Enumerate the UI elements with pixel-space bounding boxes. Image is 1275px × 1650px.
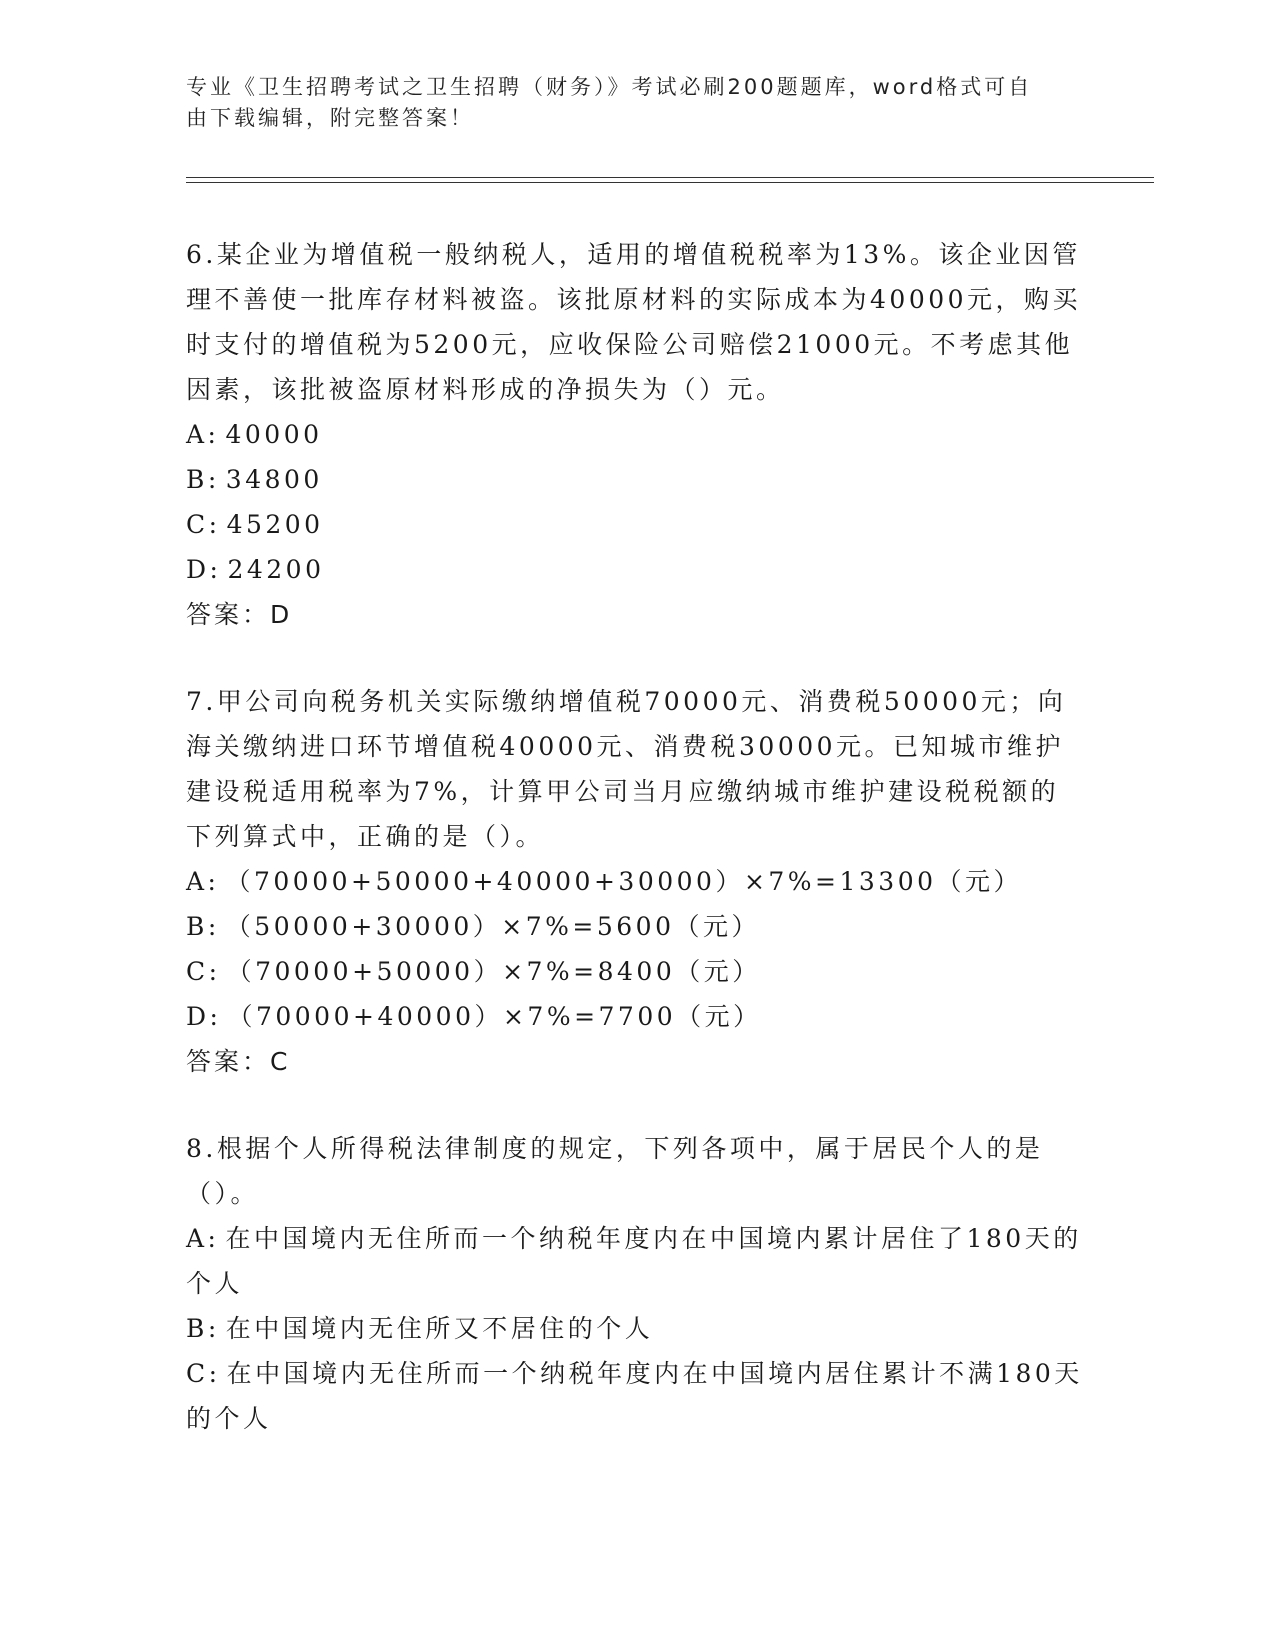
option-label: C:: [186, 1359, 221, 1388]
document-header: [186, 72, 1066, 134]
option-text: 在中国境内无住所而一个纳税年度内在中国境内居住累计不满180天的个人: [186, 1359, 1083, 1433]
option-text: 24200: [227, 555, 325, 584]
option-b: [186, 904, 1086, 949]
option-d: [186, 994, 1086, 1039]
option-a: [186, 1216, 1086, 1306]
option-label: D:: [186, 1002, 222, 1031]
option-text: （70000+50000+40000+30000）×7%=13300（元）: [225, 867, 1023, 896]
question-8: [186, 1126, 1086, 1441]
option-label: B:: [186, 912, 220, 941]
option-text: 34800: [225, 465, 323, 494]
header-line-2: 由下载编辑，附完整答案！: [186, 106, 474, 130]
option-label: C:: [186, 510, 221, 539]
option-c: [186, 1351, 1086, 1441]
option-text: 在中国境内无住所而一个纳税年度内在中国境内累计居住了180天的个人: [186, 1224, 1082, 1298]
option-label: B:: [186, 1314, 220, 1343]
option-text: （50000+30000）×7%=5600（元）: [225, 912, 760, 941]
header-rule-top: [186, 177, 1154, 178]
option-a: [186, 412, 1086, 457]
question-stem: 8.根据个人所得税法律制度的规定，下列各项中，属于居民个人的是（）。: [186, 1134, 1044, 1208]
option-d: [186, 547, 1086, 592]
option-label: B:: [186, 465, 220, 494]
option-text: 45200: [226, 510, 324, 539]
option-c: [186, 502, 1086, 547]
option-label: D:: [186, 555, 222, 584]
option-c: [186, 949, 1086, 994]
question-6: [186, 232, 1086, 637]
option-a: [186, 859, 1086, 904]
option-text: 在中国境内无住所又不居住的个人: [225, 1314, 654, 1343]
question-7: [186, 679, 1086, 1084]
option-label: A:: [186, 420, 220, 449]
option-text: （70000+50000）×7%=8400（元）: [226, 957, 761, 986]
option-b: [186, 457, 1086, 502]
header-rule-bottom: [186, 182, 1154, 183]
question-stem: 7.甲公司向税务机关实际缴纳增值税70000元、消费税50000元；向海关缴纳进口环节增值税40000元、消费税30000元。已知城市维护建设税适用税率为7%，计算甲公司当月应缴纳城市维护建设税税额的下列算式中，正确的是（）。: [186, 687, 1067, 851]
option-b: [186, 1306, 1086, 1351]
option-label: A:: [186, 1224, 220, 1253]
option-text: （70000+40000）×7%=7700（元）: [227, 1002, 762, 1031]
option-text: 40000: [225, 420, 323, 449]
option-label: C:: [186, 957, 221, 986]
answer-line: 答案：C: [186, 1047, 291, 1076]
option-label: A:: [186, 867, 220, 896]
answer-line: 答案：D: [186, 600, 293, 629]
header-line-1: 专业《卫生招聘考试之卫生招聘（财务）》考试必刷200题题库，word格式可自: [186, 75, 1033, 99]
questions-list: [186, 232, 1086, 1483]
question-stem: 6.某企业为增值税一般纳税人，适用的增值税税率为13%。该企业因管理不善使一批库存材料被盗。该批原材料的实际成本为40000元，购买时支付的增值税为5200元，应收保险公司赔偿21000元。不考虑其他因素，该批被盗原材料形成的净损失为（）元。: [186, 240, 1082, 404]
